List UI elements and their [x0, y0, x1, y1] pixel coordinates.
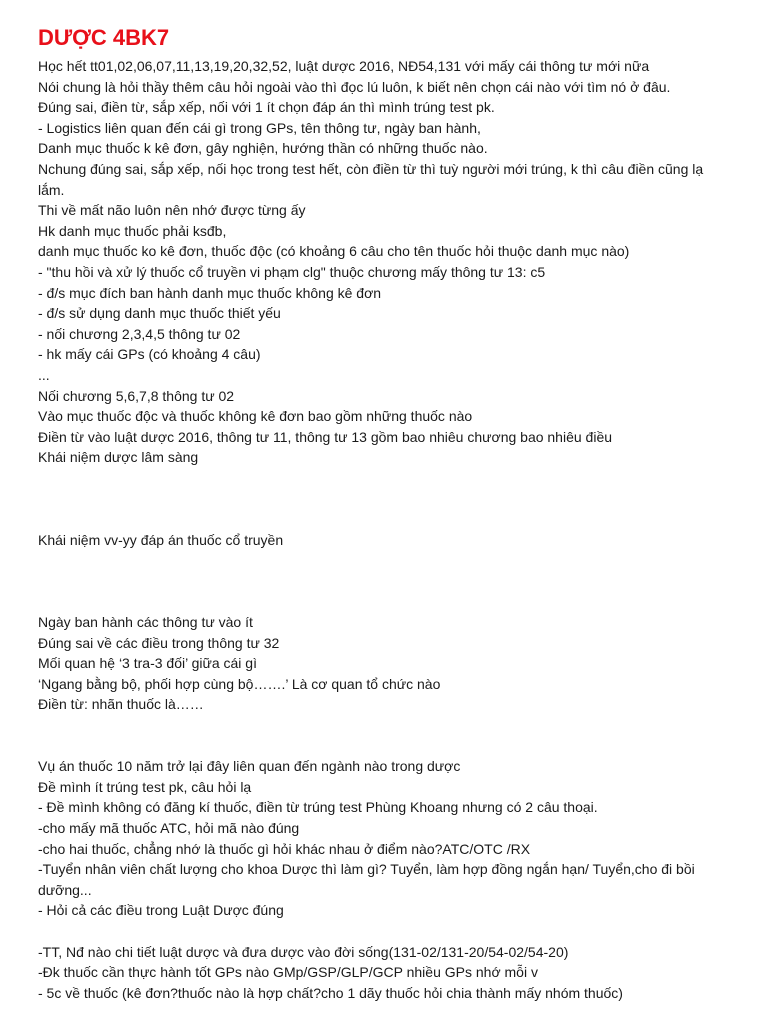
text-line: Đề mình ít trúng test pk, câu hỏi lạ: [38, 778, 252, 795]
blank-line: [38, 488, 728, 509]
document-body: [38, 56, 728, 1003]
text-line: Hk danh mục thuốc phải ksđb,: [38, 222, 227, 239]
text-line: Vụ án thuốc 10 năm trở lại đây liên quan đến ngành nào trong dược: [38, 758, 461, 775]
text-line: Nối chương 5,6,7,8 thông tư 02: [38, 387, 235, 404]
blank-line: [38, 715, 728, 736]
text-line: Mối quan hệ ‘3 tra-3 đối’ giữa cái gì: [38, 655, 257, 672]
text-line: Vào mục thuốc độc và thuốc không kê đơn bao gồm những thuốc nào: [38, 408, 473, 425]
text-line: ‘Ngang bằng bộ, phối hợp cùng bộ…….’ Là cơ quan tổ chức nào: [38, 675, 441, 692]
text-line: - Hỏi cả các điều trong Luật Dược đúng: [38, 902, 284, 919]
text-line: Đúng sai về các điều trong thông tư 32: [38, 634, 280, 651]
text-line: - Logistics liên quan đến cái gì trong GPs, tên thông tư, ngày ban hành,: [38, 119, 481, 136]
blank-line: [38, 591, 728, 612]
text-line: - đ/s mục đích ban hành danh mục thuốc không kê đơn: [38, 284, 382, 301]
text-line: - đ/s sử dụng danh mục thuốc thiết yếu: [38, 305, 281, 322]
text-line: -TT, Nđ nào chi tiết luật dược và đưa dược vào đời sống(131-02/131-20/54-02/54-20): [38, 943, 569, 960]
text-line: - 5c về thuốc (kê đơn?thuốc nào là hợp chất?cho 1 dãy thuốc hỏi chia thành mấy nhóm thuốc): [38, 984, 623, 1001]
text-line: Khái niệm vv-yy đáp án thuốc cổ truyền: [38, 531, 284, 548]
text-line: Học hết tt01,02,06,07,11,13,19,20,32,52, luật dược 2016, NĐ54,131 với mấy cái thông tư mới nữa: [38, 58, 650, 74]
text-line: Điền từ vào luật dược 2016, thông tư 11, thông tư 13 gồm bao nhiêu chương bao nhiêu điều: [38, 428, 613, 445]
text-line: - nối chương 2,3,4,5 thông tư 02: [38, 325, 241, 342]
text-line: -Đk thuốc cần thực hành tốt GPs nào GMp/GSP/GLP/GCP nhiều GPs nhớ mỗi v: [38, 964, 538, 981]
blank-line: [38, 550, 728, 571]
blank-line: [38, 468, 728, 489]
text-line: Khái niệm dược lâm sàng: [38, 449, 199, 466]
blank-line: [38, 921, 728, 942]
text-line: Nchung đúng sai, sắp xếp, nối học trong test hết, còn điền từ thì tuỳ người mới trúng, k thì câu điền cũng lạ lắm.: [38, 160, 704, 198]
text-line: - "thu hồi và xử lý thuốc cổ truyền vi phạm clg" thuộc chương mấy thông tư 13: c5: [38, 263, 546, 280]
blank-line: [38, 571, 728, 592]
page-title: DƯỢC 4BK7: [38, 25, 170, 50]
text-line: ...: [38, 366, 50, 383]
text-line: danh mục thuốc ko kê đơn, thuốc độc (có khoảng 6 câu cho tên thuốc hỏi thuộc danh mục nào): [38, 243, 630, 260]
text-line: Đúng sai, điền từ, sắp xếp, nối với 1 ít chọn đáp án thì mình trúng test pk.: [38, 99, 495, 116]
text-line: Thi về mất não luôn nên nhớ được từng ấy: [38, 202, 306, 219]
text-line: Danh mục thuốc k kê đơn, gây nghiện, hướng thần có những thuốc nào.: [38, 140, 488, 157]
text-line: Ngày ban hành các thông tư vào ít: [38, 614, 253, 631]
text-line: Điền từ: nhãn thuốc là……: [38, 696, 204, 713]
text-line: -cho mấy mã thuốc ATC, hỏi mã nào đúng: [38, 819, 300, 836]
text-line: -cho hai thuốc, chẳng nhớ là thuốc gì hỏi khác nhau ở điểm nào?ATC/OTC /RX: [38, 840, 531, 857]
text-line: Nói chung là hỏi thầy thêm câu hỏi ngoài vào thì đọc lú luôn, k biết nên chọn cái nào với tìm nó ở đâu.: [38, 78, 671, 95]
text-line: - hk mấy cái GPs (có khoảng 4 câu): [38, 346, 261, 363]
blank-line: [38, 509, 728, 530]
text-line: - Đề mình không có đăng kí thuốc, điền từ trúng test Phùng Khoang nhưng có 2 câu thoại.: [38, 799, 598, 816]
text-line: -Tuyển nhân viên chất lượng cho khoa Dược thì làm gì? Tuyển, làm hợp đồng ngắn hạn/ Tuyển,cho đi bồi dưỡng...: [38, 861, 695, 898]
blank-line: [38, 736, 728, 757]
